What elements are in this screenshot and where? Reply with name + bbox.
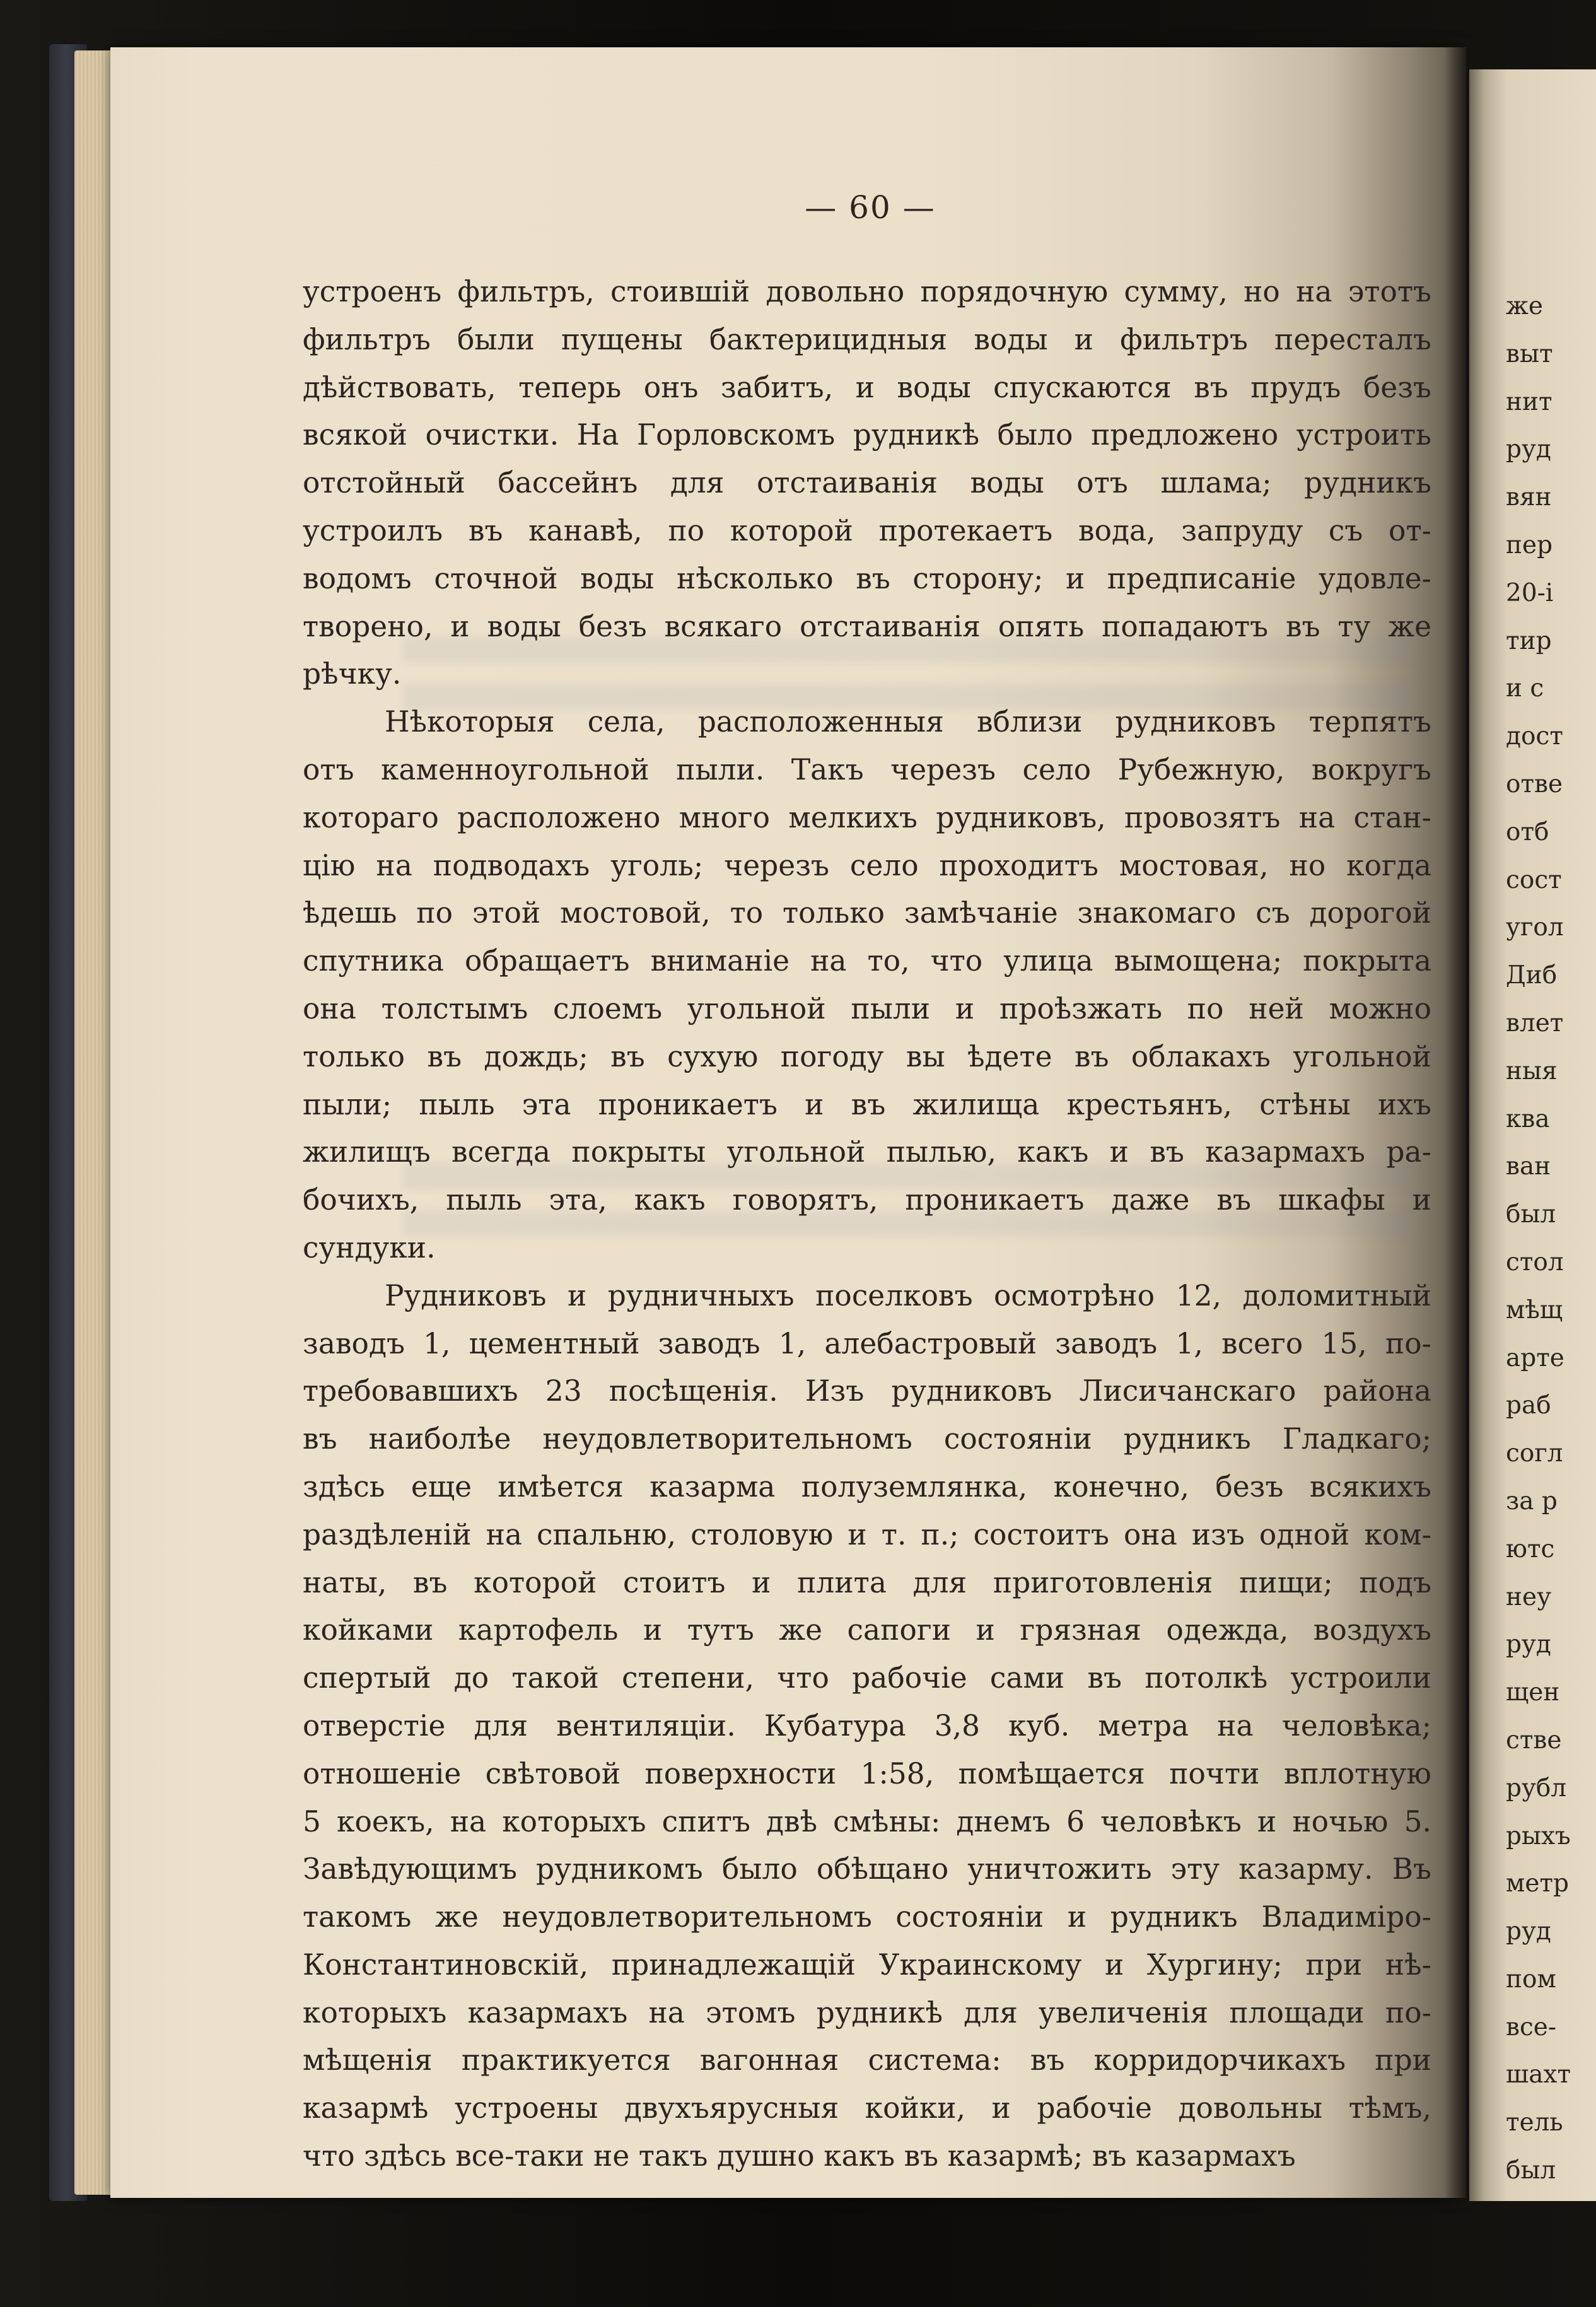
text-line: раздѣленій на спальню, столовую и т. п.; состоитъ она изъ одной ком-: [303, 1517, 1431, 1551]
facing-text-fragment: руд: [1506, 435, 1551, 464]
facing-text-fragment: отве: [1506, 769, 1563, 798]
facing-text-fragment: щен: [1506, 1678, 1560, 1707]
text-line: цію на подводахъ уголь; черезъ село проходитъ мостовая, но когда: [303, 848, 1431, 882]
text-line: 5 коекъ, на которыхъ спитъ двѣ смѣны: днемъ 6 человѣкъ и ночью 5.: [303, 1804, 1431, 1838]
facing-text-fragment: тир: [1506, 626, 1552, 655]
facing-text-fragment: угол: [1506, 913, 1564, 942]
text-line: отверстіе для вентиляціи. Кубатура 3,8 куб. метра на человѣка;: [303, 1708, 1431, 1743]
facing-text-fragment: ван: [1506, 1152, 1551, 1181]
facing-text-fragment: метр: [1506, 1869, 1569, 1898]
facing-text-fragment: раб: [1506, 1391, 1551, 1420]
facing-text-fragment: тель: [1506, 2108, 1563, 2137]
facing-text-fragment: 20-і: [1506, 578, 1554, 607]
text-line: спутника обращаетъ вниманіе на то, что улица вымощена; покрыта: [303, 944, 1431, 978]
facing-text-fragment: стве: [1506, 1726, 1562, 1755]
facing-text-fragment: сост: [1506, 865, 1562, 894]
facing-text-fragment: рыхъ: [1506, 1821, 1571, 1850]
text-line: отношеніе свѣтовой поверхности 1:58, помѣщается почти вплотную: [303, 1756, 1431, 1790]
text-line: устроенъ фильтръ, стоившій довольно порядочную сумму, но на этотъ: [303, 275, 1431, 308]
text-line: здѣсь еще имѣется казарма полуземлянка, конечно, безъ всякихъ: [303, 1469, 1431, 1504]
text-line: фильтръ были пущены бактерицидныя воды и фильтръ пересталъ: [303, 322, 1431, 356]
text-line: Константиновскій, принадлежащій Украинскому и Хургину; при нѣ-: [303, 1948, 1431, 1982]
text-line: койками картофель и тутъ же сапоги и грязная одежда, воздухъ: [303, 1613, 1431, 1647]
facing-text-fragment: отб: [1506, 817, 1549, 846]
text-line: Завѣдующимъ рудникомъ было обѣщано уничтожить эту казарму. Въ: [303, 1852, 1431, 1886]
text-line: пыли; пыль эта проникаетъ и въ жилища крестьянъ, стѣны ихъ: [303, 1087, 1431, 1121]
facing-text-fragment: неу: [1506, 1582, 1552, 1611]
paragraph: [303, 1272, 1431, 2180]
text-line: Нѣкоторыя села, расположенныя вблизи рудниковъ терпятъ: [385, 705, 1431, 739]
text-line: что здѣсь все-таки не такъ душно какъ въ казармѣ; въ казармахъ: [303, 2139, 1296, 2173]
facing-text-fragment: мѣщ: [1506, 1295, 1563, 1324]
facing-text-fragment: пер: [1506, 530, 1553, 559]
text-line: котораго расположено много мелкихъ рудниковъ, провозятъ на стан-: [303, 800, 1431, 834]
paragraph: [303, 698, 1431, 1272]
text-line: такомъ же неудовлетворительномъ состояніи и рудникъ Владиміро-: [303, 1900, 1431, 1934]
facing-text-fragment: ютс: [1506, 1534, 1555, 1563]
text-line: всякой очистки. На Горловскомъ рудникѣ было предложено устроить: [303, 418, 1431, 452]
text-line: Рудниковъ и рудничныхъ поселковъ осмотрѣно 12, доломитный: [385, 1278, 1431, 1312]
text-line: бочихъ, пыль эта, какъ говорятъ, проникаетъ даже въ шкафы и: [303, 1183, 1431, 1217]
text-line: дѣйствовать, теперь онъ забитъ, и воды спускаются въ прудъ безъ: [303, 370, 1431, 404]
facing-text-fragment: за р: [1506, 1486, 1558, 1516]
facing-text-fragment: согл: [1506, 1439, 1563, 1468]
paragraph: [303, 268, 1431, 698]
text-line: водомъ сточной воды нѣсколько въ сторону; и предписаніе удовле-: [303, 561, 1431, 595]
page-body-text: [303, 268, 1431, 2180]
text-line: въ наиболѣе неудовлетворительномъ состояніи рудникъ Гладкаго;: [303, 1422, 1431, 1456]
text-line: она толстымъ слоемъ угольной пыли и проѣзжать по ней можно: [303, 991, 1431, 1025]
facing-text-fragment: все-: [1506, 2012, 1557, 2041]
text-line: устроилъ въ канавѣ, по которой протекаетъ вода, запруду съ от-: [303, 513, 1431, 547]
text-line: отстойный бассейнъ для отстаиванія воды отъ шлама; рудникъ: [303, 466, 1431, 500]
facing-text-fragment: вян: [1506, 483, 1552, 512]
page-number: — 60 —: [805, 189, 936, 226]
facing-text-fragment: руд: [1506, 1917, 1551, 1946]
facing-text-fragment: дост: [1506, 722, 1563, 751]
facing-text-fragment: нит: [1506, 387, 1552, 416]
facing-text-fragment: шахт: [1506, 2060, 1571, 2089]
text-line: заводъ 1, цементный заводъ 1, алебастровый заводъ 1, всего 15, по-: [303, 1326, 1431, 1360]
facing-page-text: [1506, 283, 1571, 2195]
text-line: казармѣ устроены двухъярусныя койки, и рабочіе довольны тѣмъ,: [303, 2091, 1431, 2125]
text-line: ѣдешь по этой мостовой, то только замѣчаніе знакомаго съ дорогой: [303, 896, 1431, 930]
facing-text-fragment: рубл: [1506, 1773, 1567, 1802]
text-line: отъ каменноугольной пыли. Такъ черезъ село Рубежную, вокругъ: [303, 752, 1431, 786]
facing-text-fragment: ква: [1506, 1104, 1550, 1133]
text-line: наты, въ которой стоитъ и плита для приготовленія пищи; подъ: [303, 1565, 1431, 1599]
text-line: которыхъ казармахъ на этомъ рудникѣ для увеличенія площади по-: [303, 1995, 1431, 2030]
text-line: сундуки.: [303, 1230, 436, 1264]
facing-text-fragment: и с: [1506, 674, 1544, 703]
text-line: мѣщенія практикуется вагонная система: въ корридорчикахъ при: [303, 2043, 1431, 2077]
facing-text-fragment: же: [1506, 292, 1543, 320]
facing-text-fragment: стол: [1506, 1247, 1564, 1276]
text-line: творено, и воды безъ всякаго отстаиванія опять попадаютъ въ ту же: [303, 609, 1431, 643]
facing-text-fragment: был: [1506, 1200, 1556, 1229]
facing-text-fragment: Диб: [1506, 961, 1558, 990]
text-line: рѣчку.: [303, 657, 402, 691]
text-line: спертый до такой степени, что рабочіе сами въ потолкѣ устроили: [303, 1661, 1431, 1695]
text-line: требовавшихъ 23 посѣщенія. Изъ рудниковъ Лисичанскаго района: [303, 1374, 1431, 1408]
facing-text-fragment: влет: [1506, 1008, 1564, 1037]
text-line: жилищъ всегда покрыты угольной пылью, какъ и въ казармахъ ра-: [303, 1135, 1431, 1169]
facing-text-fragment: выт: [1506, 339, 1553, 368]
book-page-right: [1469, 69, 1596, 2201]
text-line: только въ дождь; въ сухую погоду вы ѣдете въ облакахъ угольной: [303, 1039, 1431, 1073]
facing-text-fragment: пом: [1506, 1965, 1556, 1994]
facing-text-fragment: ныя: [1506, 1056, 1558, 1085]
facing-text-fragment: арте: [1506, 1343, 1564, 1372]
facing-text-fragment: руд: [1506, 1630, 1551, 1659]
facing-text-fragment: был: [1506, 2156, 1556, 2185]
